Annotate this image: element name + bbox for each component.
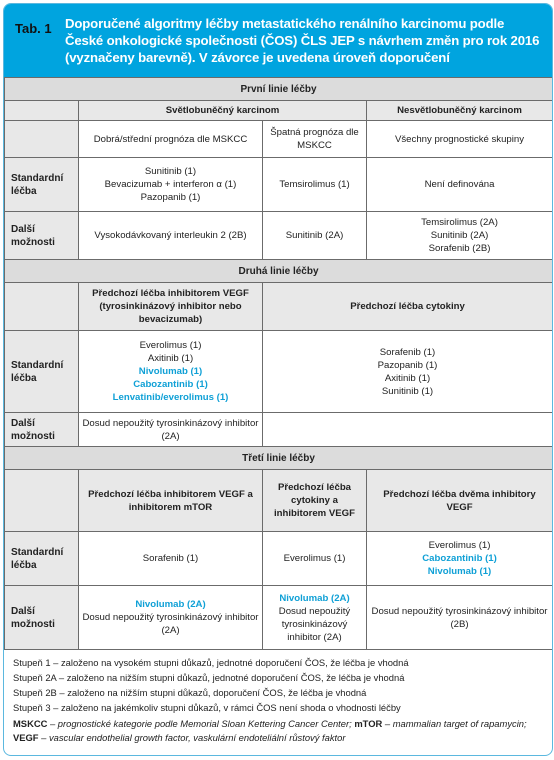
abbreviations — [13, 717, 538, 745]
section-first-line: První linie léčby — [5, 78, 553, 101]
corner-cell — [5, 283, 79, 331]
prior-two-vegf-header: Předchozí léčba dvěma inhibitory VEGF — [367, 470, 553, 532]
cell-second-other-1: Dosud nepoužitý tyrosinkinázový inhibitor (2A) — [79, 413, 263, 447]
cell-first-other-1: Vysokodávkovaný interleukin 2 (2B) — [79, 212, 263, 260]
drug-item: Dosud nepoužitý tyrosinkinázový inhibitor (2A) — [278, 605, 351, 643]
footnote-level-1: Stupeň 1 – založeno na vysokém stupni důkazů, jednotné doporučení ČOS, že léčba je vhodná — [13, 657, 409, 668]
row-label-standard: Standardní léčba — [5, 532, 79, 586]
drug-item-new: Nivolumab (2A) — [135, 599, 206, 610]
section-second-line: Druhá linie léčby — [5, 260, 553, 283]
cell-first-standard-2: Temsirolimus (1) — [263, 158, 367, 212]
drug-item: Sorafenib (2B) — [428, 243, 491, 254]
drug-item: Bevacizumab + interferon α (1) — [104, 179, 237, 190]
drug-item: Pazopanib (1) — [377, 359, 438, 371]
cell-third-standard-3 — [367, 532, 553, 586]
row-label-other: Další možnosti — [5, 413, 79, 447]
row-label-other: Další možnosti — [5, 586, 79, 650]
cell-second-standard-1 — [79, 331, 263, 413]
col-poor-prognosis: Špatná prognóza dle MSKCC — [263, 121, 367, 158]
drug-item-new: Lenvatinib/everolimus (1) — [112, 392, 229, 403]
cell-third-standard-2: Everolimus (1) — [263, 532, 367, 586]
drug-item: Sunitinib (1) — [381, 385, 434, 397]
prior-cytokine-header: Předchozí léčba cytokiny — [263, 283, 553, 331]
drug-item-new: Nivolumab (1) — [427, 566, 492, 577]
abbr-term: VEGF — [13, 732, 39, 743]
section-third-line: Třetí linie léčby — [5, 447, 553, 470]
drug-item: Pazopanib (1) — [140, 192, 201, 203]
corner-cell — [5, 470, 79, 532]
drug-item-new: Nivolumab (1) — [138, 366, 203, 377]
drug-item: Everolimus (1) — [139, 340, 202, 351]
table-header — [4, 4, 552, 77]
footnote-level-2b: Stupeň 2B – založeno na nižším stupni důkazů, doporučení ČOS, že léčba je vhodná — [13, 687, 367, 698]
prior-vegf-header: Předchozí léčba inhibitorem VEGF (tyrosinkinázový inhibitor nebo bevacizumab) — [79, 283, 263, 331]
drug-item: Temsirolimus (2A) — [421, 217, 498, 228]
abbr-definition: – prognostické kategorie podle Memorial Sloan Kettering Cancer Center; — [47, 718, 355, 729]
treatment-table — [4, 77, 553, 650]
cell-third-other-2 — [263, 586, 367, 650]
table-number: Tab. 1 — [15, 21, 52, 36]
drug-item: Axitinib (1) — [147, 353, 194, 364]
table-figure — [3, 3, 553, 756]
prior-vegf-mtor-header: Předchozí léčba inhibitorem VEGF a inhibitorem mTOR — [79, 470, 263, 532]
corner-cell — [5, 101, 79, 121]
cell-third-other-1 — [79, 586, 263, 650]
drug-item: Axitinib (1) — [384, 372, 431, 384]
corner-cell — [5, 121, 79, 158]
abbr-term: MSKCC — [13, 718, 48, 729]
cell-second-other-2 — [263, 413, 553, 447]
abbr-term: mTOR — [354, 718, 383, 729]
drug-item: Sunitinib (2A) — [430, 230, 489, 241]
drug-item: Sunitinib (1) — [144, 166, 197, 177]
footnote-level-3: Stupeň 3 – založeno na jakémkoliv stupni důkazů, v rámci ČOS není shoda o vhodnosti léčby — [13, 702, 401, 713]
drug-item-new: Cabozantinib (1) — [422, 553, 497, 564]
cell-third-other-3: Dosud nepoužitý tyrosinkinázový inhibitor (2B) — [367, 586, 553, 650]
abbr-definition: – vascular endothelial growth factor, vaskulární endoteliální růstový faktor — [38, 732, 346, 743]
table-title: Doporučené algoritmy léčby metastatického renálního karcinomu podle České onkologické společnosti (ČOS) ČLS JEP s návrhem změn pro rok 2016 (vyznačeny barevně). V závorce je uvedena úroveň doporučení — [65, 16, 540, 65]
drug-item-new: Nivolumab (2A) — [279, 592, 350, 604]
row-label-other: Další možnosti — [5, 212, 79, 260]
cell-first-other-2: Sunitinib (2A) — [263, 212, 367, 260]
prior-cytokine-vegf-header: Předchozí léčba cytokiny a inhibitorem VEGF — [263, 470, 367, 532]
cell-first-standard-1 — [79, 158, 263, 212]
drug-item: Sorafenib (1) — [379, 346, 436, 358]
col-good-prognosis: Dobrá/střední prognóza dle MSKCC — [79, 121, 263, 158]
cell-first-other-3 — [367, 212, 553, 260]
cell-third-standard-1: Sorafenib (1) — [79, 532, 263, 586]
drug-item: Everolimus (1) — [428, 540, 491, 551]
col-all-groups: Všechny prognostické skupiny — [367, 121, 553, 158]
abbr-definition: – mammalian target of rapamycin; — [382, 718, 527, 729]
row-label-standard: Standardní léčba — [5, 158, 79, 212]
drug-item-new: Cabozantinib (1) — [133, 379, 208, 390]
table-footnotes — [4, 650, 552, 745]
footnote-level-2a: Stupeň 2A – založeno na nižším stupni důkazů, jednotné doporučení ČOS, že léčba je vhodná — [13, 672, 405, 683]
non-clear-cell-header: Nesvětlobuněčný karcinom — [367, 101, 553, 121]
cell-second-standard-2 — [263, 331, 553, 413]
clear-cell-header: Světlobuněčný karcinom — [79, 101, 367, 121]
drug-item: Dosud nepoužitý tyrosinkinázový inhibitor (2A) — [82, 612, 259, 636]
cell-first-standard-3: Není definována — [367, 158, 553, 212]
row-label-standard: Standardní léčba — [5, 331, 79, 413]
